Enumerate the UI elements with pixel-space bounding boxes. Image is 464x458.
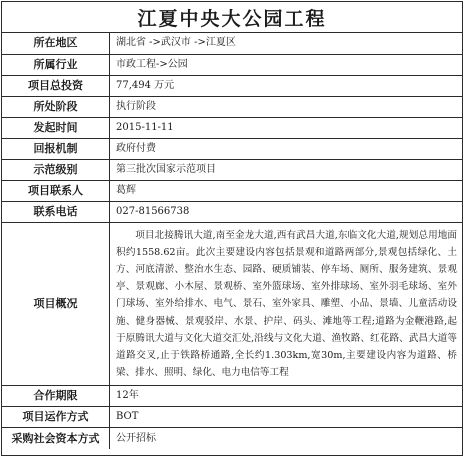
row-label: 发起时间 bbox=[2, 117, 110, 138]
row-label: 所在地区 bbox=[2, 33, 110, 54]
row-value: 027-81566738 bbox=[110, 201, 463, 222]
row-label: 合作期限 bbox=[2, 386, 110, 407]
row-label: 项目运作方式 bbox=[2, 407, 110, 428]
row-label: 采购社会资本方式 bbox=[2, 428, 110, 449]
row-label: 示范级别 bbox=[2, 159, 110, 180]
table-row-launch-date bbox=[2, 117, 462, 138]
table-row-procurement bbox=[2, 428, 462, 449]
row-value: 政府付费 bbox=[110, 138, 463, 159]
table-row-demo-level bbox=[2, 159, 462, 180]
row-value: 2015-11-11 bbox=[110, 117, 463, 138]
project-info-table bbox=[2, 33, 462, 449]
row-value: 执行阶段 bbox=[110, 96, 463, 117]
table-row-operation-mode bbox=[2, 407, 462, 428]
table-row-term bbox=[2, 386, 462, 407]
row-value: 第三批次国家示范项目 bbox=[110, 159, 463, 180]
row-value: BOT bbox=[110, 407, 463, 428]
row-label: 项目概况 bbox=[2, 222, 110, 386]
row-value: 77,494 万元 bbox=[110, 75, 463, 96]
page-title: 江夏中央大公园工程 bbox=[2, 2, 462, 33]
row-label: 回报机制 bbox=[2, 138, 110, 159]
table-row-region bbox=[2, 33, 462, 54]
table-row-investment bbox=[2, 75, 462, 96]
table-row-return-mechanism bbox=[2, 138, 462, 159]
row-label: 联系电话 bbox=[2, 201, 110, 222]
table-row-industry bbox=[2, 54, 462, 75]
project-info-sheet bbox=[1, 1, 463, 456]
row-label: 所处阶段 bbox=[2, 96, 110, 117]
row-value: 湖北省 ->武汉市 ->江夏区 bbox=[110, 33, 463, 54]
table-row-contact bbox=[2, 180, 462, 201]
row-value: 葛辉 bbox=[110, 180, 463, 201]
row-label: 所属行业 bbox=[2, 54, 110, 75]
project-overview-text: 项目北接腾讯大道,南至金龙大道,西有武昌大道,东临文化大道,规划总用地面积约1558.62亩。此次主要建设内容包括景观和道路两部分,景观包括绿化、土方、河底清淤、整治水生态、园路、硬质铺装、停车场、厕所、服务建筑、景观亭、景观廊、小木屋、景观桥、室外篮球场、室外排球场、室外羽毛球场、室外门球场、室外给排水、电气、景石、室外家具、雕塑、小品、景墙、儿童活动设施、健身器械、景观驳岸、水景、护岸、码头、滩地等工程;道路为金鞭港路,起于原腾讯大道与文化大道交汇处,沿线与文化大道、渔牧路、红花路、武昌大道等道路交叉,止于铁路桥通路,全长约1.303km,宽30m,主要建设内容为道路、桥梁、排水、照明、绿化、电力电信等工程 bbox=[110, 222, 463, 386]
table-row-phone bbox=[2, 201, 462, 222]
table-row-overview bbox=[2, 222, 462, 386]
table-row-stage bbox=[2, 96, 462, 117]
row-value: 市政工程->公园 bbox=[110, 54, 463, 75]
row-value: 12年 bbox=[110, 386, 463, 407]
row-label: 项目总投资 bbox=[2, 75, 110, 96]
row-value: 公开招标 bbox=[110, 428, 463, 449]
row-label: 项目联系人 bbox=[2, 180, 110, 201]
